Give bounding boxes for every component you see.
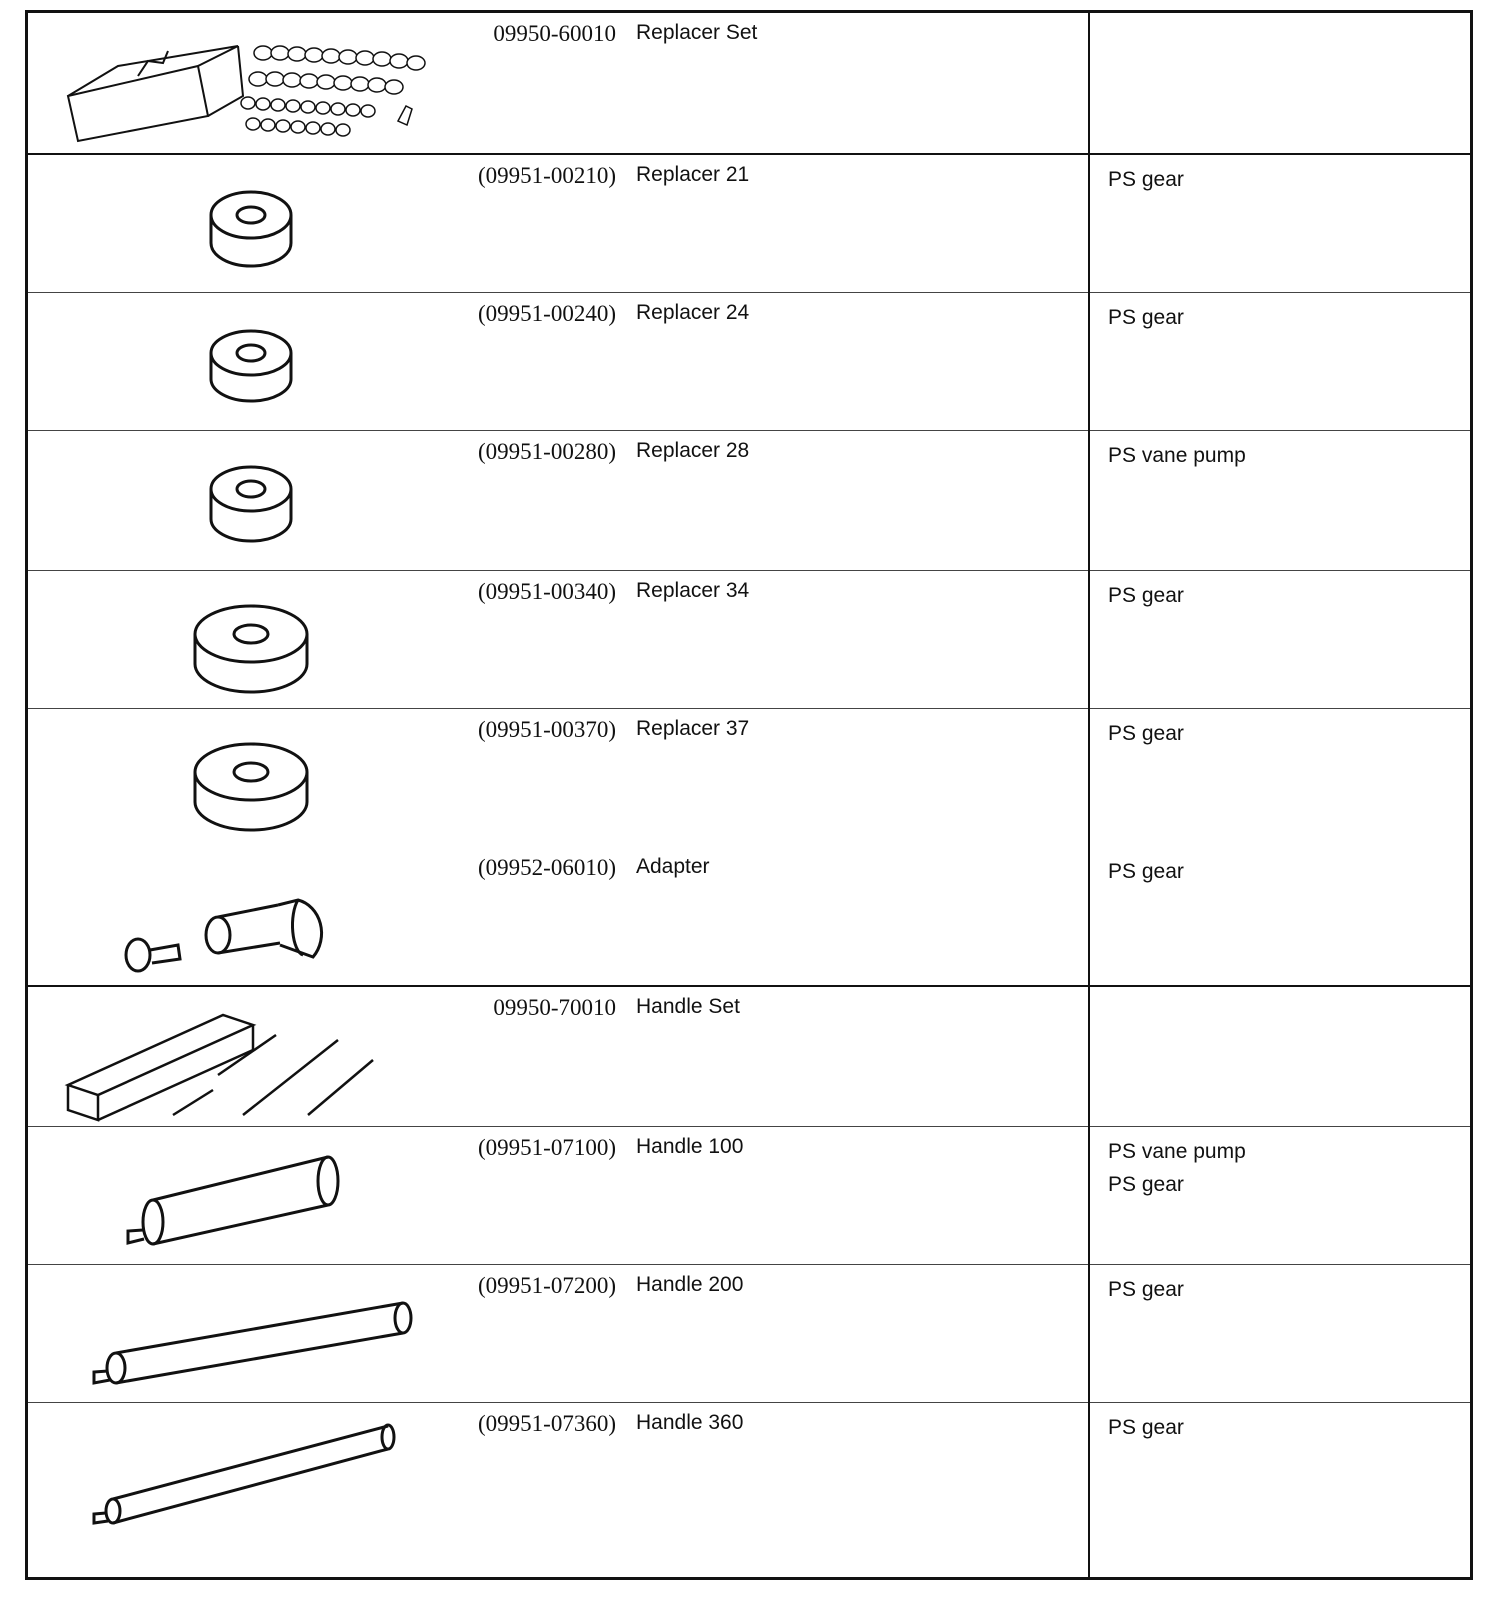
part-number: 09950-60010 — [493, 21, 616, 46]
table-row — [28, 987, 1470, 1127]
part-number: (09951-07360) — [478, 1411, 616, 1436]
use-label: PS gear — [1108, 1416, 1184, 1439]
replacer-24-illustration — [58, 301, 438, 431]
column-divider — [1088, 13, 1090, 1577]
handle-set-illustration — [58, 995, 438, 1125]
handle-100-illustration — [58, 1135, 438, 1265]
part-number: 09950-70010 — [493, 995, 616, 1020]
table-row — [28, 1403, 1470, 1580]
used-for — [1108, 301, 1184, 334]
tool-name: Replacer 37 — [636, 717, 750, 740]
handle-360-illustration — [58, 1411, 438, 1541]
replacer-set-illustration — [58, 21, 438, 151]
tool-name: Replacer 21 — [636, 163, 750, 186]
use-label: PS vane pump — [1108, 444, 1246, 467]
replacer-21-illustration — [58, 163, 438, 293]
part-number: (09951-07200) — [478, 1273, 616, 1298]
tool-name: Adapter — [636, 855, 710, 878]
table-row — [28, 1127, 1470, 1265]
use-label: PS gear — [1108, 1173, 1184, 1196]
used-for — [1108, 1411, 1184, 1444]
table-row — [28, 847, 1470, 987]
table-row — [28, 293, 1470, 431]
used-for — [1108, 439, 1246, 472]
use-label: PS gear — [1108, 584, 1184, 607]
tool-name: Replacer 34 — [636, 579, 750, 602]
tool-table — [25, 10, 1473, 1580]
replacer-28-illustration — [58, 439, 438, 569]
table-row — [28, 155, 1470, 293]
part-number: (09952-06010) — [478, 855, 616, 880]
used-for — [1108, 163, 1184, 196]
adapter-illustration — [58, 855, 438, 985]
replacer-37-illustration — [58, 717, 438, 847]
tool-name: Handle 360 — [636, 1411, 744, 1434]
table-row — [28, 571, 1470, 709]
tool-name: Replacer Set — [636, 21, 758, 44]
used-for — [1108, 855, 1184, 888]
part-number: (09951-07100) — [478, 1135, 616, 1160]
table-row — [28, 13, 1470, 155]
table-row — [28, 431, 1470, 571]
part-number: (09951-00370) — [478, 717, 616, 742]
handle-200-illustration — [58, 1273, 438, 1403]
use-label: PS gear — [1108, 168, 1184, 191]
use-label: PS gear — [1108, 860, 1184, 883]
part-number: (09951-00340) — [478, 579, 616, 604]
table-row — [28, 1265, 1470, 1403]
use-label: PS vane pump — [1108, 1140, 1246, 1163]
tool-name: Handle Set — [636, 995, 740, 1018]
tool-name: Handle 100 — [636, 1135, 744, 1158]
used-for — [1108, 1135, 1246, 1201]
use-label: PS gear — [1108, 306, 1184, 329]
used-for — [1108, 1273, 1184, 1306]
use-label: PS gear — [1108, 722, 1184, 745]
part-number: (09951-00240) — [478, 301, 616, 326]
use-label: PS gear — [1108, 1278, 1184, 1301]
replacer-34-illustration — [58, 579, 438, 709]
table-row — [28, 709, 1470, 847]
tool-name: Replacer 24 — [636, 301, 750, 324]
used-for — [1108, 717, 1184, 750]
part-number: (09951-00280) — [478, 439, 616, 464]
tool-name: Replacer 28 — [636, 439, 750, 462]
part-number: (09951-00210) — [478, 163, 616, 188]
tool-name: Handle 200 — [636, 1273, 744, 1296]
used-for — [1108, 579, 1184, 612]
